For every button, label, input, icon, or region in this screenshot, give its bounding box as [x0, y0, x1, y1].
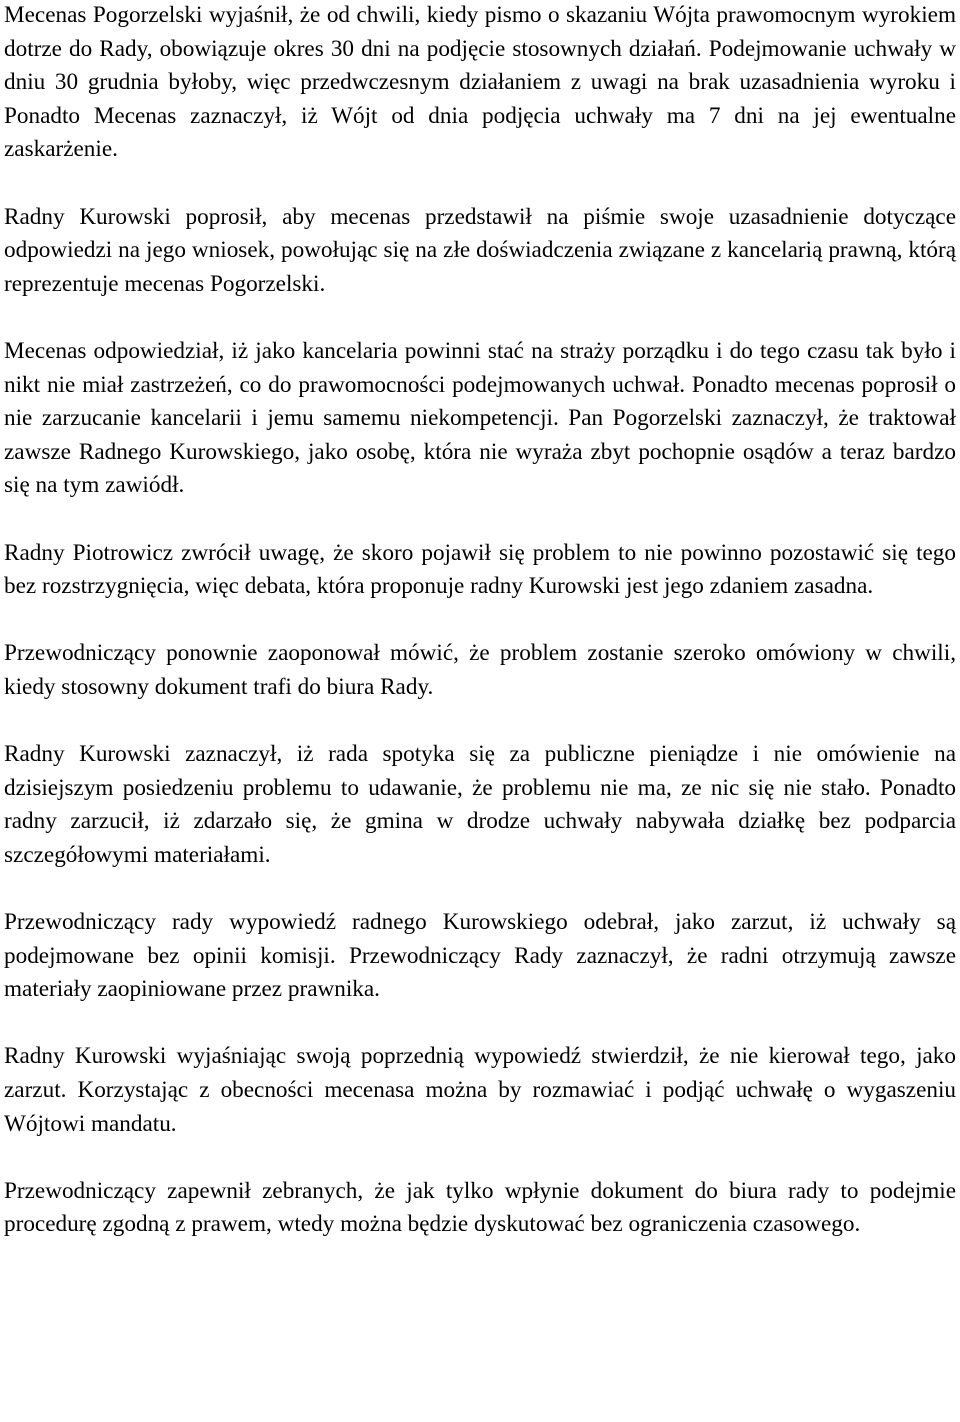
paragraph-4: Radny Piotrowicz zwrócił uwagę, że skoro pojawił się problem to nie powinno pozostawić się tego bez rozstrzygnięcia, więc debata, która proponuje radny Kurowski jest jego zdaniem zasadna.: [4, 539, 956, 600]
paragraph-3: Mecenas odpowiedział, iż jako kancelaria powinni stać na straży porządku i do tego czasu tak było i nikt nie miał zastrzeżeń, co do prawomocności podejmowanych uchwał. Ponadto mecenas poprosił o nie zarzucanie kancelarii i jemu samemu niekompetencji. Pan Pogorzelski zaznaczył, że traktował zawsze Radnego Kurowskiego, jako osobę, która nie wyraża zbyt pochopnie osądów a teraz bardzo się na tym zawiódł.: [4, 337, 956, 499]
paragraph-8: Radny Kurowski wyjaśniając swoją poprzednią wypowiedź stwierdził, że nie kierował tego, jako zarzut. Korzystając z obecności mecenasa można by rozmawiać i podjąć uchwałę o wygaszeniu Wójtowi mandatu.: [4, 1043, 956, 1137]
paragraph-1: Mecenas Pogorzelski wyjaśnił, że od chwili, kiedy pismo o skazaniu Wójta prawomocnym wyrokiem dotrze do Rady, obowiązuje okres 30 dni na podjęcie stosownych działań. Podejmowanie uchwały w dniu 30 grudnia byłoby, więc przedwczesnym działaniem z uwagi na brak uzasadnienia wyroku i Ponadto Mecenas zaznaczył, iż Wójt od dnia podjęcia uchwały ma 7 dni na jej ewentualne zaskarżenie.: [4, 2, 956, 163]
paragraph-6: Radny Kurowski zaznaczył, iż rada spotyka się za publiczne pieniądze i nie omówienie na dzisiejszym posiedzeniu problemu to udawanie, że problemu nie ma, ze nic się nie stało. Ponadto radny zarzucił, iż zdarzało się, że gmina w drodze uchwały nabywała działkę bez podparcia szczegółowymi materiałami.: [4, 741, 956, 868]
paragraph-7: Przewodniczący rady wypowiedź radnego Kurowskiego odebrał, jako zarzut, iż uchwały są podejmowane bez opinii komisji. Przewodniczący Rady zaznaczył, że radni otrzymują zawsze materiały zaopiniowane przez prawnika.: [4, 909, 956, 1003]
paragraph-2: Radny Kurowski poprosił, aby mecenas przedstawił na piśmie swoje uzasadnienie dotyczące odpowiedzi na jego wniosek, powołując się na złe doświadczenia związane z kancelarią prawną, którą reprezentuje mecenas Pogorzelski.: [4, 203, 956, 297]
paragraph-5: Przewodniczący ponownie zaoponował mówić, że problem zostanie szeroko omówiony w chwili, kiedy stosowny dokument trafi do biura Rady.: [4, 640, 956, 700]
paragraph-9: Przewodniczący zapewnił zebranych, że jak tylko wpłynie dokument do biura rady to podejmie procedurę zgodną z prawem, wtedy można będzie dyskutować bez ograniczenia czasowego.: [4, 1177, 956, 1238]
